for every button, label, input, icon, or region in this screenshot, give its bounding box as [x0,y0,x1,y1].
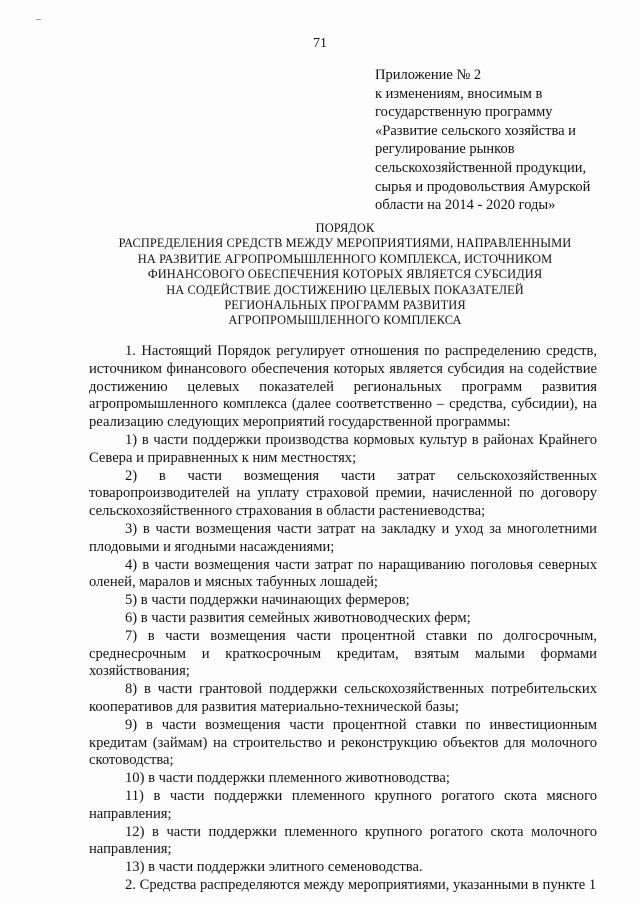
paragraph: 1. Настоящий Порядок регулирует отношения по распределению средств, источником финансового обеспечения которых является субсидия на содействие достижению целевых показателей региональных программ развития агропромышленного комплекса (далее соответственно – средства, субсидии), на реализацию следующих мероприятий государственной программы: [89,343,597,431]
title-line: РАСПРЕДЕЛЕНИЯ СРЕДСТВ МЕЖДУ МЕРОПРИЯТИЯМИ, НАПРАВЛЕННЫМИ [118,236,572,251]
list-item: 2) в части возмещения части затрат сельскохозяйственных товаропроизводителей на уплату страховой премии, начисленной по договору сельскохозяйственного страхования в области растениеводства; [89,467,597,520]
list-item: 9) в части возмещения части процентной ставки по инвестиционным кредитам (займам) на строительство и реконструкцию объектов для молочного скотоводства; [89,716,597,769]
list-item: 12) в части поддержки племенного крупного рогатого скота молочного направления; [89,823,597,858]
list-item: 6) в части развития семейных животноводческих ферм; [125,609,471,626]
title-line: РЕГИОНАЛЬНЫХ ПРОГРАММ РАЗВИТИЯ [224,298,466,313]
corner-mark: – [36,14,41,25]
title-line: АГРОПРОМЫШЛЕННОГО КОМПЛЕКСА [228,313,462,328]
title-line: ПОРЯДОК [315,221,375,235]
title-line: НА РАЗВИТИЕ АГРОПРОМЫШЛЕННОГО КОМПЛЕКСА, ИСТОЧНИКОМ [137,251,553,266]
document-body [89,343,597,895]
appendix-block [375,66,625,215]
list-item: 5) в части поддержки начинающих фермеров; [125,592,410,609]
list-item: 7) в части возмещения части процентной ставки по долгосрочным, среднесрочным и краткосрочным кредитам, взятым малыми формами хозяйствования; [89,627,597,680]
list-item: 11) в части поддержки племенного крупного рогатого скота мясного направления; [89,787,597,822]
list-item: 10) в части поддержки племенного животноводства; [125,770,450,787]
title-line: ФИНАНСОВОГО ОБЕСПЕЧЕНИЯ КОТОРЫХ ЯВЛЯЕТСЯ СУБСИДИЯ [147,267,543,282]
list-item: 4) в части возмещения части затрат по наращиванию поголовья северных оленей, маралов и мясных табунных лошадей; [89,556,597,591]
appendix-line: Приложение № 2 [375,67,482,83]
list-item: 13) в части поддержки элитного семеноводства. [125,859,423,876]
appendix-line: регулирование рынков [375,141,515,158]
list-item: 3) в части возмещения части затрат на закладку и уход за многолетними плодовыми и ягодными насаждениями; [89,520,597,555]
page-number: 71 [313,36,327,51]
paragraph: 2. Средства распределяются между мероприятиями, указанными в пункте 1 [125,876,597,893]
appendix-line: «Развитие сельского хозяйства и [375,122,576,139]
title-line: НА СОДЕЙСТВИЕ ДОСТИЖЕНИЮ ЦЕЛЕВЫХ ПОКАЗАТЕЛЕЙ [166,282,524,297]
appendix-line: области на 2014 - 2020 годы» [375,197,556,214]
appendix-line: государственную программу [375,104,553,121]
appendix-line: сельскохозяйственной продукции, [375,159,587,176]
document-title [80,221,610,329]
list-item: 8) в части грантовой поддержки сельскохозяйственных потребительских кооперативов для развития материально-технической базы; [89,681,597,715]
appendix-line: к изменениям, вносимым в [375,85,543,102]
appendix-line: сырья и продовольствия Амурской [375,178,591,195]
list-item: 1) в части поддержки производства кормовых культур в районах Крайнего Севера и приравненных к ним местностях; [89,431,597,466]
